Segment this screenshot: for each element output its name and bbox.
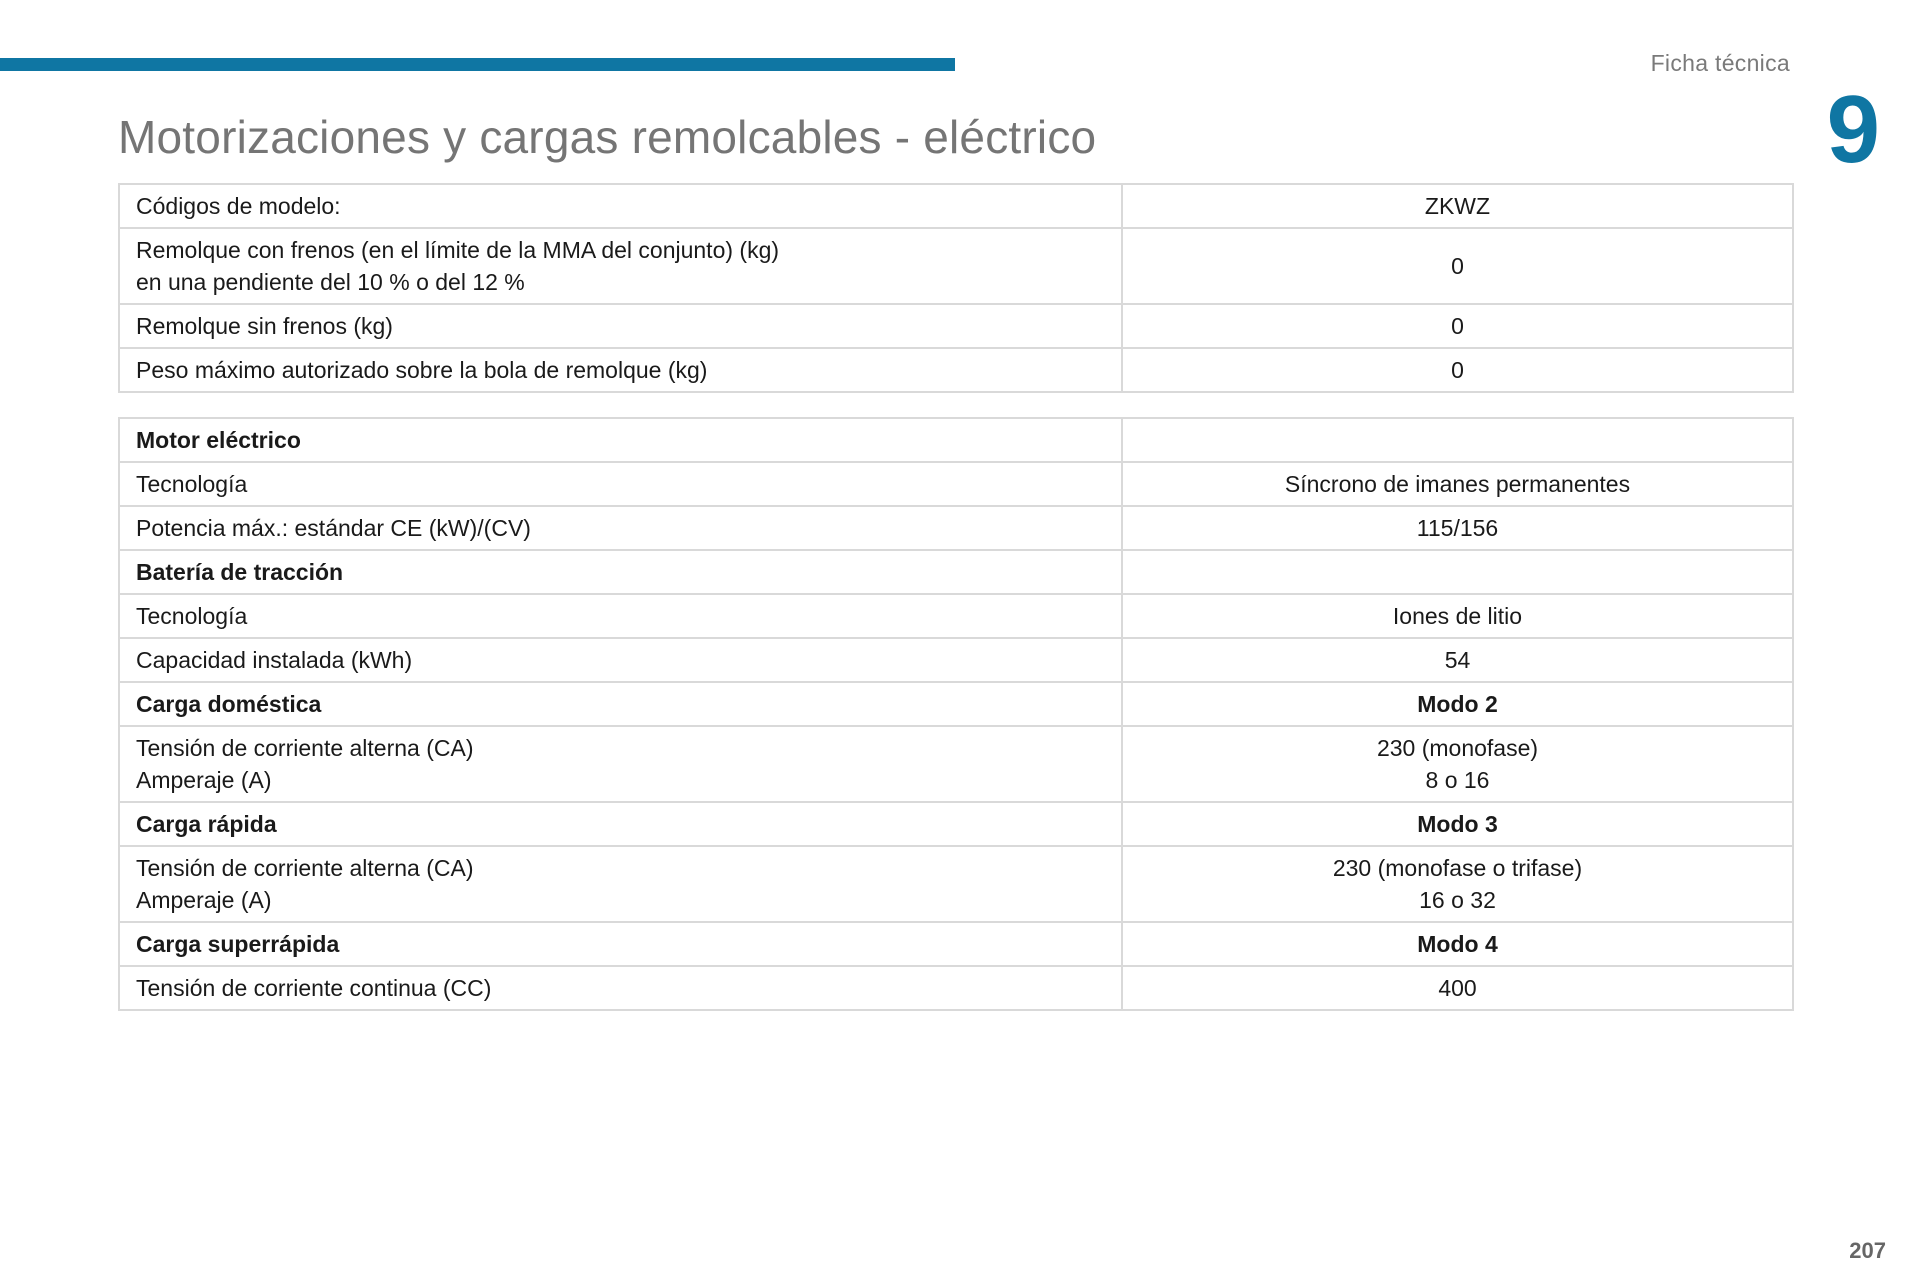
row-label: Tecnología [136, 471, 248, 497]
table-row [119, 594, 1793, 638]
table-row [119, 638, 1793, 682]
row-value: 230 (monofase o trifase) [1332, 855, 1583, 881]
row-value-cell [1122, 304, 1793, 348]
row-label: Tecnología [136, 603, 248, 629]
row-value: 0 [1451, 253, 1464, 279]
row-value-cell [1122, 802, 1793, 846]
row-label: Carga doméstica [136, 691, 322, 717]
row-value: 54 [1444, 647, 1471, 673]
row-value: Modo 4 [1417, 931, 1498, 957]
row-label-cell [119, 184, 1122, 228]
row-label: Remolque con frenos (en el límite de la MMA del conjunto) (kg) [136, 237, 780, 263]
electric-specs-table [118, 417, 1794, 1011]
row-label-cell [119, 228, 1122, 304]
table-section-row [119, 802, 1793, 846]
row-label: Tensión de corriente continua (CC) [136, 975, 492, 1001]
row-value: 8 o 16 [1425, 767, 1490, 793]
row-label-cell [119, 682, 1122, 726]
row-value-cell [1122, 462, 1793, 506]
row-label-cell [119, 348, 1122, 392]
row-value: ZKWZ [1424, 193, 1491, 219]
table-row [119, 462, 1793, 506]
row-value: 0 [1451, 313, 1464, 339]
row-label: Motor eléctrico [136, 427, 301, 453]
row-value: Modo 2 [1417, 691, 1498, 717]
row-label: Tensión de corriente alterna (CA) [136, 855, 474, 881]
row-label: Potencia máx.: estándar CE (kW)/(CV) [136, 515, 531, 541]
table-row [119, 846, 1793, 922]
row-value-cell [1122, 550, 1793, 594]
row-value-cell [1122, 846, 1793, 922]
row-label-cell [119, 802, 1122, 846]
row-label: Carga superrápida [136, 931, 340, 957]
row-label-cell [119, 966, 1122, 1010]
section-label: Ficha técnica [1650, 50, 1790, 76]
row-value-cell [1122, 348, 1793, 392]
row-value-cell [1122, 726, 1793, 802]
row-label-cell [119, 462, 1122, 506]
page-number: 207 [1849, 1238, 1886, 1263]
table-row [119, 506, 1793, 550]
table-row [119, 348, 1793, 392]
row-label-cell [119, 304, 1122, 348]
row-value-cell [1122, 228, 1793, 304]
row-value: 16 o 32 [1419, 887, 1496, 913]
table-row [119, 228, 1793, 304]
row-value: Modo 3 [1417, 811, 1498, 837]
row-label-cell [119, 726, 1122, 802]
row-value-cell [1122, 922, 1793, 966]
row-value: Iones de litio [1392, 603, 1523, 629]
row-label: Amperaje (A) [136, 887, 272, 913]
table-section-row [119, 550, 1793, 594]
row-value-cell [1122, 184, 1793, 228]
row-label: Carga rápida [136, 811, 277, 837]
row-label: en una pendiente del 10 % o del 12 % [136, 269, 525, 295]
row-value-cell [1122, 506, 1793, 550]
table-section-row [119, 922, 1793, 966]
row-value: 230 (monofase) [1376, 735, 1539, 761]
row-label-cell [119, 594, 1122, 638]
row-value: Síncrono de imanes permanentes [1284, 471, 1631, 497]
row-value-cell [1122, 638, 1793, 682]
table-row [119, 304, 1793, 348]
row-value-cell [1122, 966, 1793, 1010]
row-label-cell [119, 846, 1122, 922]
row-label: Códigos de modelo: [136, 193, 341, 219]
table-section-row [119, 418, 1793, 462]
row-label: Amperaje (A) [136, 767, 272, 793]
row-label: Peso máximo autorizado sobre la bola de remolque (kg) [136, 357, 708, 383]
row-value: 115/156 [1416, 515, 1499, 541]
row-label: Remolque sin frenos (kg) [136, 313, 393, 339]
row-value: 400 [1438, 975, 1477, 1001]
row-label-cell [119, 418, 1122, 462]
row-value-cell [1122, 682, 1793, 726]
row-label: Batería de tracción [136, 559, 344, 585]
chapter-number: 9 [1826, 76, 1880, 183]
table-section-row [119, 682, 1793, 726]
table-row [119, 966, 1793, 1010]
towing-loads-table [118, 183, 1794, 393]
row-value: 0 [1451, 357, 1464, 383]
header-accent-bar [0, 58, 955, 71]
row-value-cell [1122, 418, 1793, 462]
electric-specs-table-body [119, 418, 1793, 1010]
row-label: Capacidad instalada (kWh) [136, 647, 413, 673]
page-title: Motorizaciones y cargas remolcables - eléctrico [118, 111, 1097, 163]
row-label-cell [119, 638, 1122, 682]
row-label-cell [119, 506, 1122, 550]
row-value-cell [1122, 594, 1793, 638]
table-row [119, 184, 1793, 228]
row-label-cell [119, 922, 1122, 966]
row-label: Tensión de corriente alterna (CA) [136, 735, 474, 761]
row-label-cell [119, 550, 1122, 594]
table-row [119, 726, 1793, 802]
towing-loads-table-body [119, 184, 1793, 392]
